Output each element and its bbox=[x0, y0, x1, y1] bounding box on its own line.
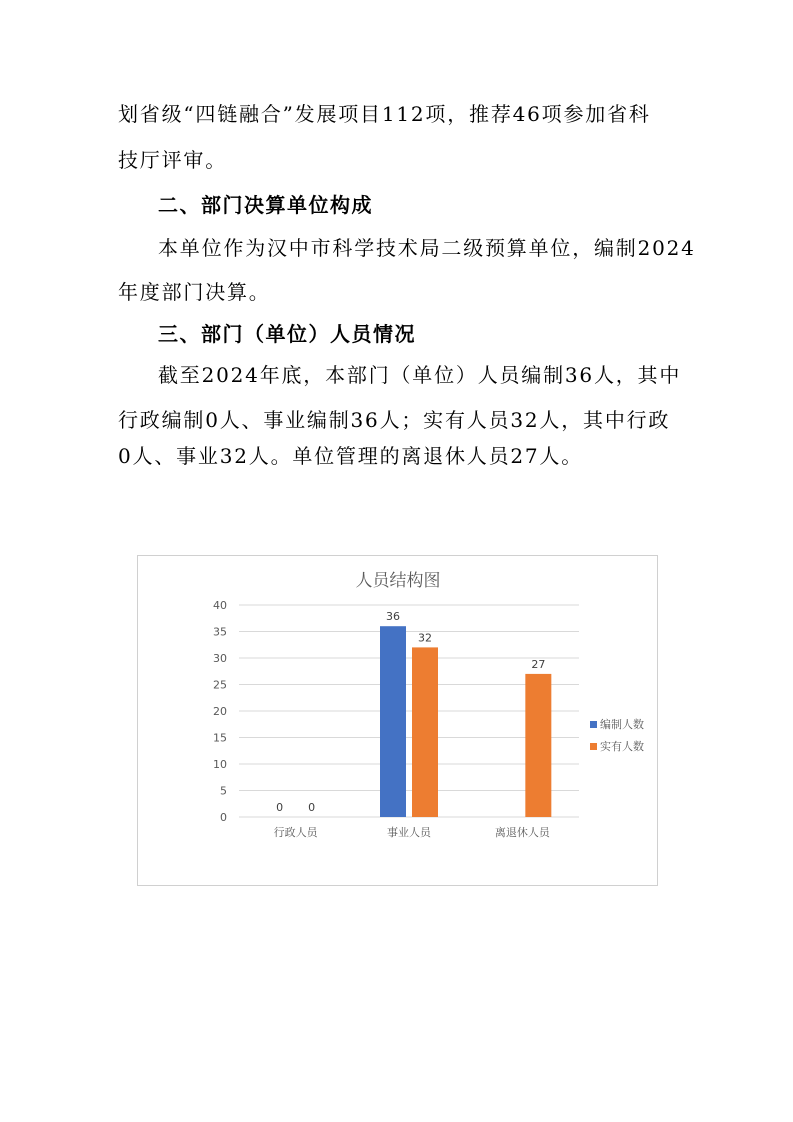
y-tick-label: 40 bbox=[213, 599, 227, 612]
paragraph-3-line-2: 行政编制0人、事业编制36人；实有人员32人，其中行政 bbox=[118, 408, 671, 432]
data-label: 36 bbox=[386, 610, 400, 624]
y-tick-label: 25 bbox=[213, 678, 227, 692]
x-tick-label: 事业人员 bbox=[387, 826, 431, 839]
legend-label-1: 实有人数 bbox=[600, 740, 644, 753]
y-tick-label: 5 bbox=[220, 784, 227, 798]
chart-bars bbox=[380, 626, 551, 817]
y-tick-label: 15 bbox=[213, 731, 227, 745]
bar-实有人数-事业人员 bbox=[412, 647, 438, 817]
legend-label-0: 编制人数 bbox=[600, 718, 644, 731]
legend-swatch-0 bbox=[590, 721, 597, 728]
chart-title: 人员结构图 bbox=[355, 571, 441, 591]
y-tick-label: 0 bbox=[220, 811, 227, 824]
data-label: 27 bbox=[531, 657, 546, 671]
y-tick-label: 20 bbox=[213, 705, 227, 718]
paragraph-1-line-1: 划省级“四链融合”发展项目112项，推荐46项参加省科 bbox=[118, 102, 651, 126]
x-tick-label: 离退休人员 bbox=[494, 826, 550, 839]
y-tick-label: 35 bbox=[213, 625, 227, 639]
legend-swatch-1 bbox=[590, 743, 597, 750]
data-label: 0 bbox=[276, 801, 284, 814]
paragraph-2-line-2: 年度部门决算。 bbox=[118, 280, 271, 304]
y-tick-label: 10 bbox=[213, 758, 227, 771]
chart-legend bbox=[590, 717, 644, 753]
section-heading-3: 三、部门（单位）人员情况 bbox=[158, 322, 416, 346]
paragraph-3-line-3: 0人、事业32人。单位管理的离退休人员27人。 bbox=[118, 444, 584, 468]
x-tick-label: 行政人员 bbox=[273, 826, 318, 839]
bar-实有人数-离退休人员 bbox=[525, 674, 551, 817]
personnel-structure-chart bbox=[137, 555, 658, 886]
bar-编制人数-事业人员 bbox=[380, 626, 406, 817]
data-label: 0 bbox=[308, 801, 316, 814]
paragraph-3-line-1: 截至2024年底，本部门（单位）人员编制36人，其中 bbox=[158, 363, 682, 387]
data-label: 32 bbox=[418, 631, 432, 645]
paragraph-1-line-2: 技厅评审。 bbox=[118, 148, 227, 172]
y-tick-label: 30 bbox=[213, 652, 227, 665]
section-heading-2: 二、部门决算单位构成 bbox=[158, 193, 373, 217]
paragraph-2-line-1: 本单位作为汉中市科学技术局二级预算单位，编制2024 bbox=[158, 236, 696, 260]
chart-svg bbox=[138, 556, 657, 885]
